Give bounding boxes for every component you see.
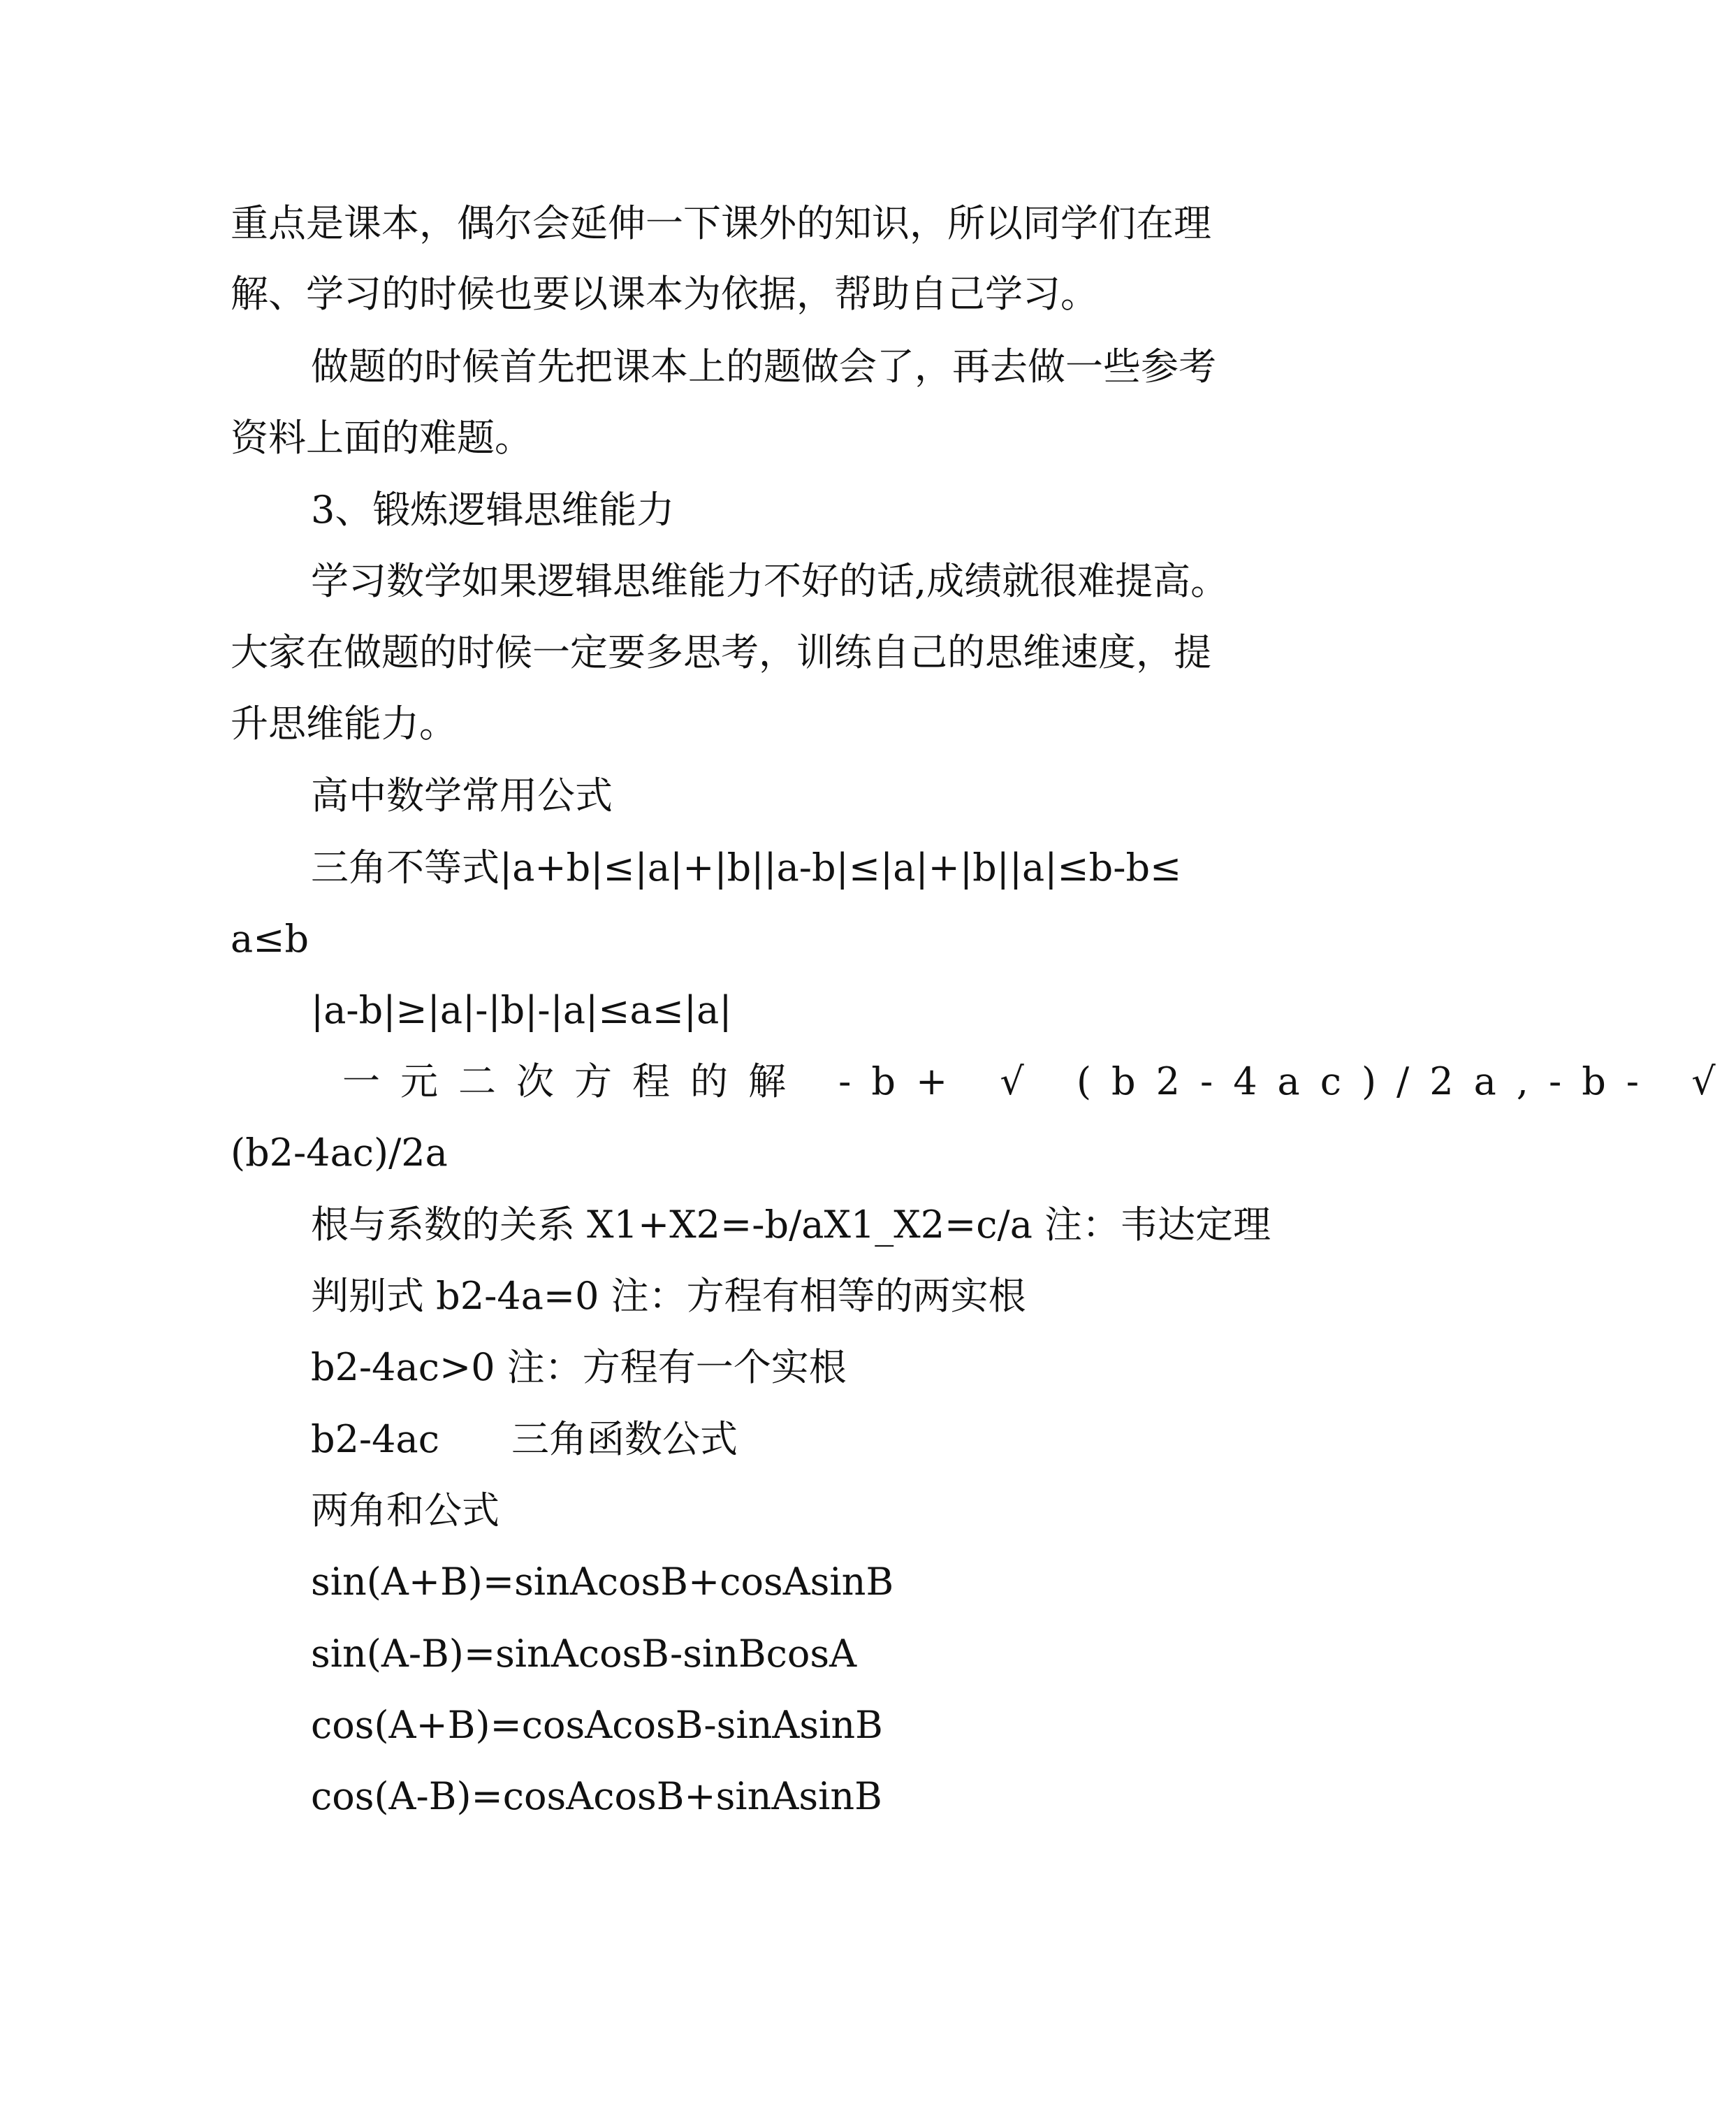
section-heading: 两角和公式	[311, 1488, 499, 1532]
formula-line: cos(A-B)=cosAcosB+sinAsinB	[311, 1774, 882, 1818]
formula-line: a≤b	[231, 917, 309, 961]
formula-line: b2-4ac>0 注：方程有一个实根	[311, 1345, 847, 1389]
paragraph-line: 大家在做题的时候一定要多思考，训练自己的思维速度，提	[231, 630, 1211, 674]
paragraph-line: 重点是课本，偶尔会延伸一下课外的知识，所以同学们在理	[231, 201, 1211, 245]
paragraph-line: 升思维能力。	[231, 702, 457, 746]
formula-line: 一元二次方程的解 -b+ √ (b2-4ac)/2a,-b- √	[342, 1059, 1736, 1103]
formula-line: cos(A+B)=cosAcosB-sinAsinB	[311, 1703, 883, 1747]
formula-line: |a-b|≥|a|-|b|-|a|≤a≤|a|	[311, 988, 732, 1032]
paragraph-line: 做题的时候首先把课本上的题做会了，再去做一些参考	[311, 345, 1216, 389]
formula-line: (b2-4ac)/2a	[231, 1131, 448, 1175]
paragraph-line: 资料上面的难题。	[231, 416, 532, 460]
formula-line: 判别式 b2-4a=0 注：方程有相等的两实根	[311, 1274, 1026, 1318]
section-heading: 3、锻炼逻辑思维能力	[311, 488, 675, 532]
paragraph-line: 学习数学如果逻辑思维能力不好的话,成绩就很难提高。	[311, 559, 1229, 603]
formula-line: 三角不等式|a+b|≤|a|+|b||a-b|≤|a|+|b||a|≤b-b≤	[311, 846, 1182, 890]
paragraph-line: 解、学习的时候也要以课本为依据，帮助自己学习。	[231, 272, 1098, 316]
formula-line: sin(A-B)=sinAcosB-sinBcosA	[311, 1632, 857, 1676]
formula-line: 根与系数的关系 X1+X2=-b/aX1_X2=c/a 注：韦达定理	[311, 1203, 1271, 1247]
formula-line: sin(A+B)=sinAcosB+cosAsinB	[311, 1560, 894, 1604]
formula-line: b2-4ac 三角函数公式	[311, 1417, 738, 1461]
section-heading: 高中数学常用公式	[311, 774, 613, 818]
